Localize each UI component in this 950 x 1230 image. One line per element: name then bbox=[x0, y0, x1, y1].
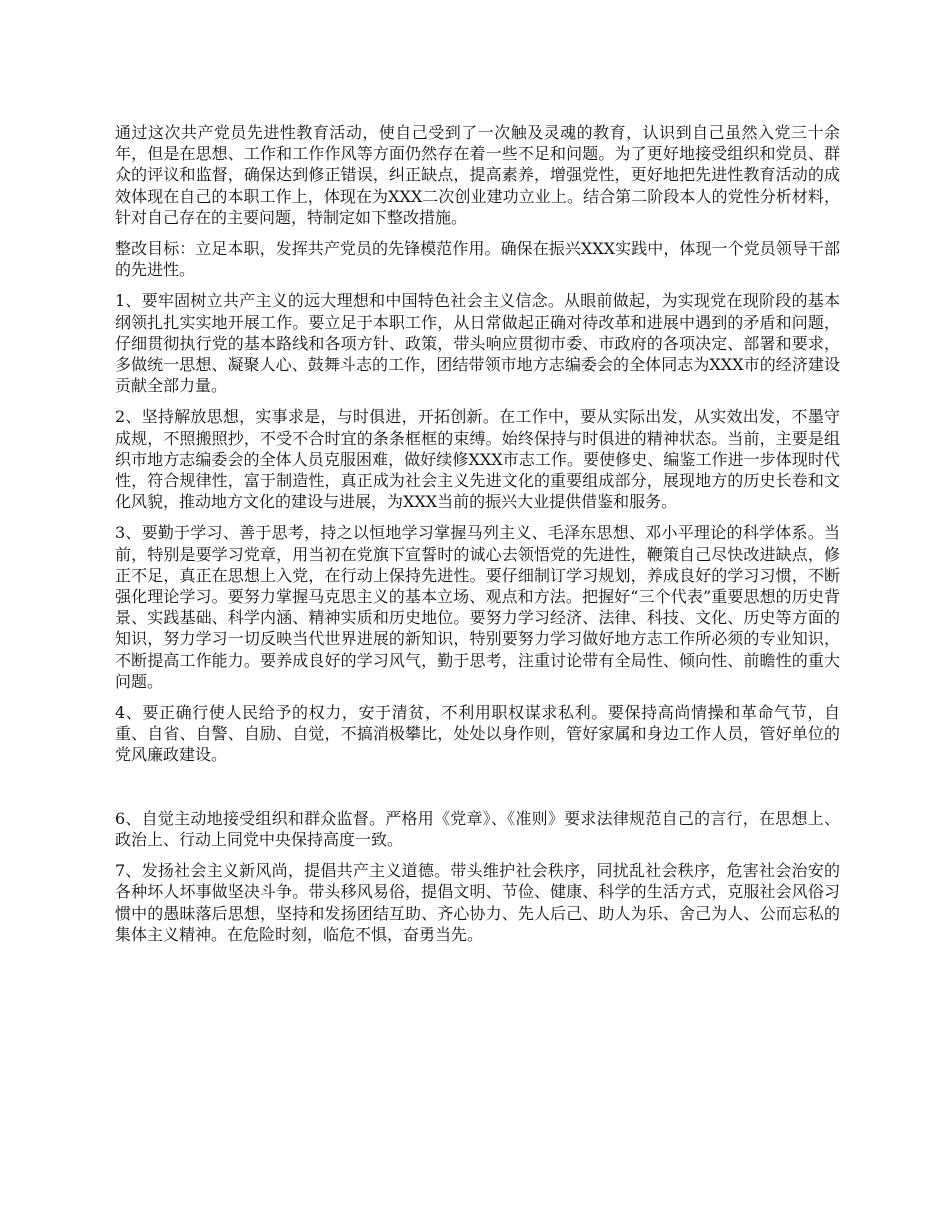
measure-6-paragraph: 6、自觉主动地接受组织和群众监督。严格用《党章》、《准则》要求法律规范自己的言行，在思想上、政治上、行动上同党中央保持高度一致。 bbox=[115, 808, 840, 849]
measure-7-paragraph: 7、发扬社会主义新风尚，提倡共产主义道德。带头维护社会秩序，同扰乱社会秩序，危害社会治安的各种坏人坏事做坚决斗争。带头移风易俗，提倡文明、节俭、健康、科学的生活方式，克服社会风俗习惯中的愚昧落后思想，坚持和发扬团结互助、齐心协力、先人后己、助人为乐、舍己为人、公而忘私的集体主义精神。在危险时刻，临危不惧，奋勇当先。 bbox=[115, 861, 840, 944]
measure-1-paragraph: 1、要牢固树立共产主义的远大理想和中国特色社会主义信念。从眼前做起，为实现党在现阶段的基本纲领扎扎实实地开展工作。要立足于本职工作，从日常做起正确对待改革和进展中遇到的矛盾和问题，仔细贯彻执行党的基本路线和各项方针、政策，带头响应贯彻市委、市政府的各项决定、部署和要求，多做统一思想、凝聚人心、鼓舞斗志的工作，团结带领市地方志编委会的全体同志为XXX市的经济建设贡献全部力量。 bbox=[115, 291, 840, 396]
measure-4-paragraph: 4、要正确行使人民给予的权力，安于清贫，不利用职权谋求私利。要保持高尚情操和革命气节，自重、自省、自警、自励、自觉，不搞消极攀比，处处以身作则，管好家属和身边工作人员，管好单位的党风廉政建设。 bbox=[115, 703, 840, 765]
intro-paragraph: 通过这次共产党员先进性教育活动，使自己受到了一次触及灵魂的教育，认识到自己虽然入党三十余年，但是在思想、工作和工作作风等方面仍然存在着一些不足和问题。为了更好地接受组织和党员、群众的评议和监督，确保达到修正错误，纠正缺点，提高素养，增强党性，更好地把先进性教育活动的成效体现在自己的本职工作上，体现在为XXX二次创业建功立业上。结合第二阶段本人的党性分析材料，针对自己存在的主要问题，特制定如下整改措施。 bbox=[115, 123, 840, 227]
document-body bbox=[115, 122, 840, 955]
goal-paragraph: 整改目标：立足本职，发挥共产党员的先锋模范作用。确保在振兴XXX实践中，体现一个党员领导干部的先进性。 bbox=[115, 239, 840, 280]
measure-3-paragraph: 3、要勤于学习、善于思考，持之以恒地学习掌握马列主义、毛泽东思想、邓小平理论的科学体系。当前，特别是要学习党章，用当初在党旗下宣誓时的诚心去领悟党的先进性，鞭策自己尽快改进缺点，修正不足，真正在思想上入党，在行动上保持先进性。要仔细制订学习规划，养成良好的学习习惯，不断强化理论学习。要努力掌握马克思主义的基本立场、观点和方法。把握好“三个代表”重要思想的历史背景、实践基础、科学内涵、精神实质和历史地位。要努力学习经济、法律、科技、文化、历史等方面的知识，努力学习一切反映当代世界进展的新知识，特别要努力学习做好地方志工作所必须的专业知识，不断提高工作能力。要养成良好的学习风气，勤于思考，注重讨论带有全局性、倾向性、前瞻性的重大问题。 bbox=[115, 523, 840, 691]
measure-2-paragraph: 2、坚持解放思想，实事求是，与时俱进，开拓创新。在工作中，要从实际出发，从实效出发，不墨守成规，不照搬照抄，不受不合时宜的条条框框的束缚。始终保持与时俱进的精神状态。当前，主要是组织市地方志编委会的全体人员克服困难，做好续修XXX市志工作。要使修史、编鉴工作进一步体现时代性，符合规律性，富于制造性，真正成为社会主义先进文化的重要组成部分，展现地方的历史长卷和文化风貌，推动地方文化的建设与进展，为XXX当前的振兴大业提供借鉴和服务。 bbox=[115, 407, 840, 512]
blank-gap bbox=[115, 776, 840, 808]
